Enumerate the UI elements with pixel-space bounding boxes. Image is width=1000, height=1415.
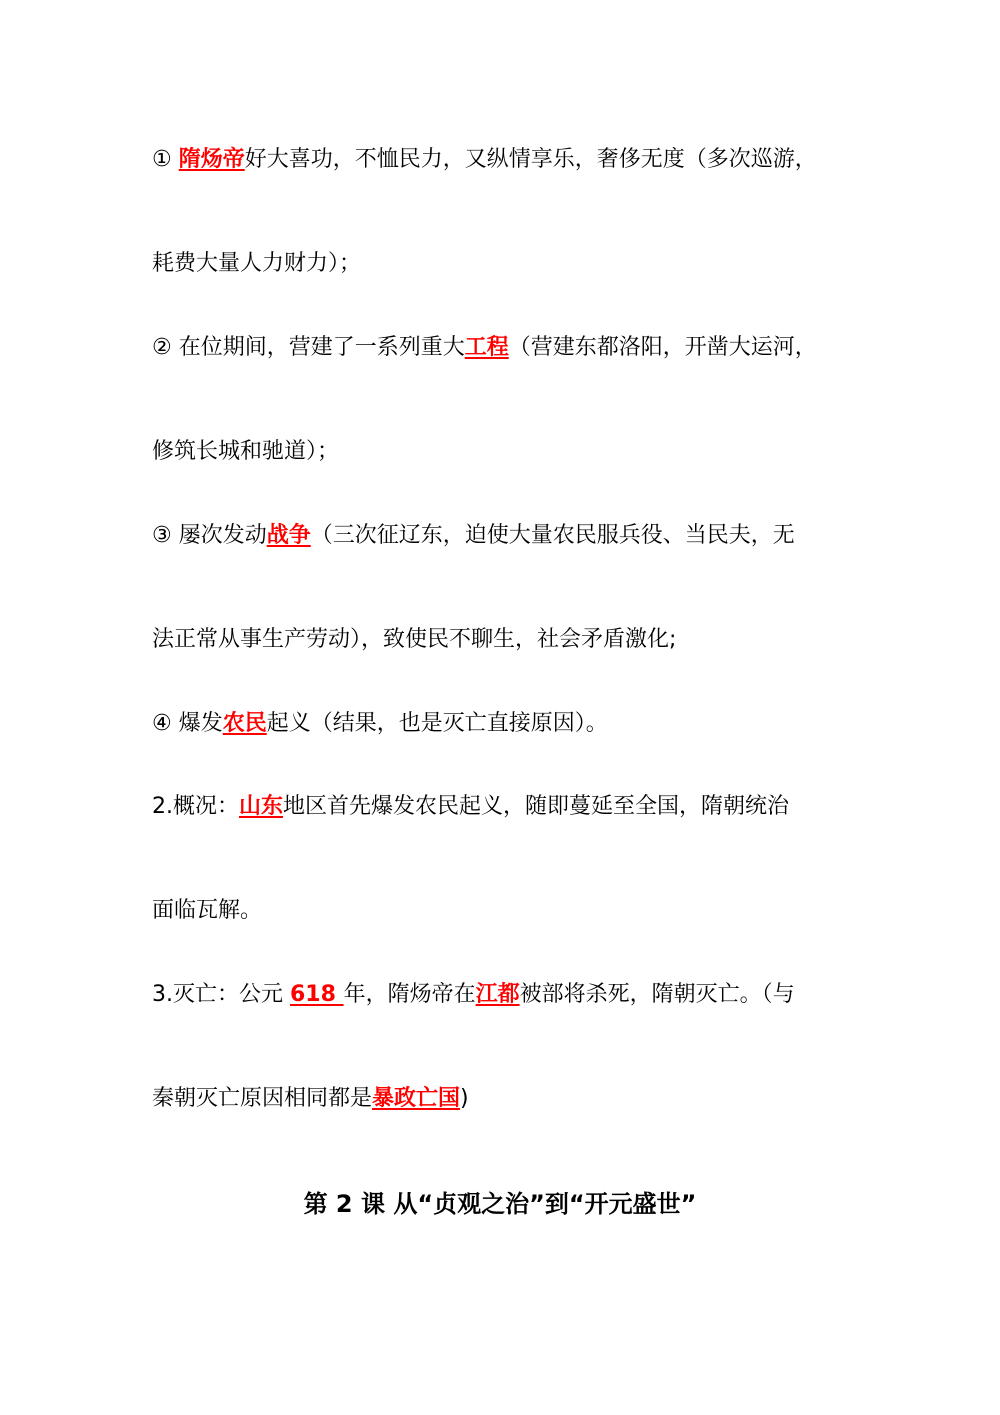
lesson-heading: 第 2 课 从“贞观之治”到“开元盛世” [303, 1190, 697, 1218]
cause-3-line-2 [152, 625, 676, 655]
text: 年，隋炀帝在 [343, 982, 476, 1007]
text: 修筑长城和驰道）； [152, 439, 340, 464]
text: ① [152, 147, 179, 172]
cause-2-line-1 [152, 333, 817, 363]
fall-line-1 [152, 980, 795, 1010]
highlight-sui-yangdi: 隋炀帝 [178, 147, 245, 172]
cause-3-line-1 [152, 521, 795, 551]
cause-1-line-2 [152, 249, 361, 279]
text: 地区首先爆发农民起义，随即蔓延至全国，隋朝统治 [283, 794, 790, 819]
text: 好大喜功，不恤民力，又纵情享乐，奢侈无度（多次巡游， [244, 147, 817, 172]
text: 2.概况： [152, 794, 239, 819]
highlight-war: 战争 [266, 523, 311, 548]
text: （三次征辽东，迫使大量农民服兵役、当民夫，无 [310, 523, 795, 548]
text: ) [460, 1086, 469, 1111]
text: ③ 屡次发动 [152, 523, 267, 548]
text: 面临瓦解。 [152, 898, 263, 923]
highlight-jiangdu: 江都 [475, 982, 520, 1007]
highlight-shandong: 山东 [239, 794, 284, 819]
text: ② 在位期间，营建了一系列重大 [152, 335, 465, 360]
text: 被部将杀死，隋朝灭亡。（与 [519, 982, 795, 1007]
text: （营建东都洛阳，开凿大运河， [508, 335, 817, 360]
highlight-peasants: 农民 [222, 711, 267, 736]
highlight-year-618: 618 [289, 982, 344, 1007]
text: 耗费大量人力财力）； [152, 251, 362, 276]
highlight-projects: 工程 [464, 335, 509, 360]
text: 起义（结果，也是灭亡直接原因）。 [266, 711, 608, 736]
highlight-tyranny: 暴政亡国 [372, 1086, 461, 1111]
overview-line-2 [152, 896, 262, 926]
cause-1-line-1 [152, 145, 817, 175]
text: ④ 爆发 [152, 711, 223, 736]
text: 秦朝灭亡原因相同都是 [152, 1086, 373, 1111]
fall-line-2 [152, 1084, 469, 1114]
overview-line-1 [152, 792, 789, 822]
text: 3.灭亡：公元 [152, 982, 290, 1007]
text: 法正常从事生产劳动），致使民不聊生，社会矛盾激化; [152, 627, 677, 652]
cause-2-line-2 [152, 437, 339, 467]
cause-4-line [152, 709, 608, 739]
